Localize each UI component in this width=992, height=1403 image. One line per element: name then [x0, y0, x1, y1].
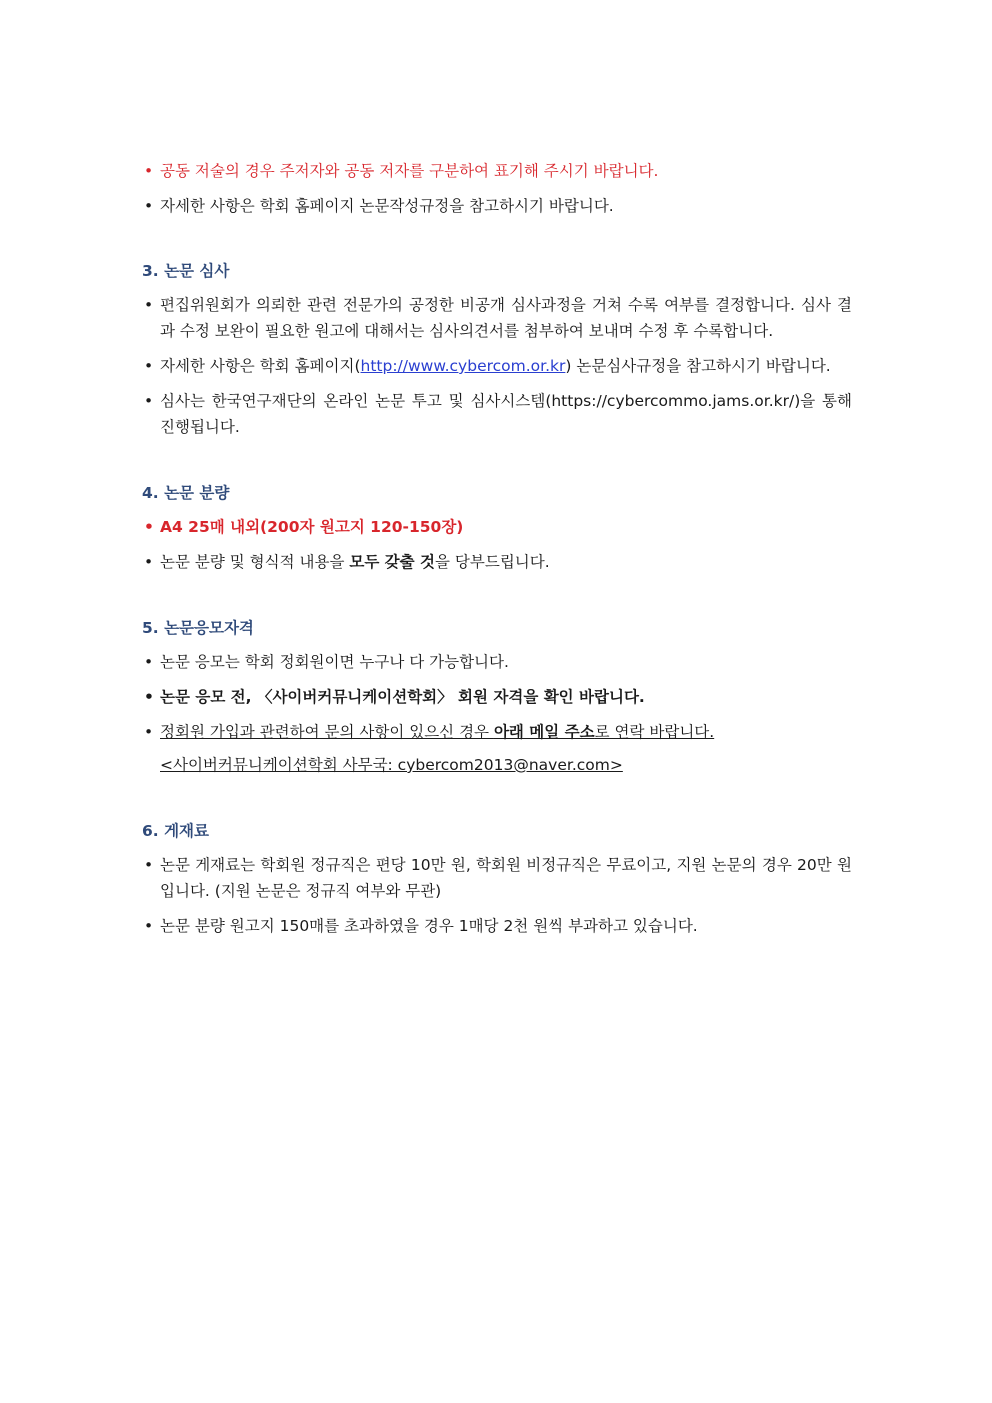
section-4-heading: 4. 논문 분량 — [142, 484, 230, 502]
format-request-item — [142, 549, 852, 575]
homepage-link[interactable]: http://www.cybercom.or.kr — [360, 357, 566, 375]
overlength-fee-item: • 논문 분량 원고지 150매를 초과하였을 경우 1매당 2천 원씩 부과하고 있습니다. — [142, 913, 852, 939]
section-3-heading: 3. 논문 심사 — [142, 262, 230, 280]
document-page — [142, 158, 852, 948]
format-rules-notice: • 자세한 사항은 학회 홈페이지 논문작성규정을 참고하시기 바랍니다. — [142, 193, 852, 219]
contact-text-post: 로 연락 바랍니다. — [594, 723, 715, 741]
format-request-pre: 논문 분량 및 형식적 내용을 — [160, 553, 350, 571]
coauthor-notice: • 공동 저술의 경우 주저자와 공동 저자를 구분하여 표기해 주시기 바랍니다. — [142, 158, 852, 184]
eligibility-item: • 논문 응모는 학회 정회원이면 누구나 다 가능합니다. — [142, 649, 852, 675]
format-request-bold: 모두 갖출 것 — [349, 553, 436, 571]
format-request-post: 을 당부드립니다. — [435, 553, 550, 571]
membership-check-item: • 논문 응모 전, 〈사이버커뮤니케이션학회〉 회원 자격을 확인 바랍니다. — [142, 684, 852, 710]
length-limit-item: • A4 25매 내외(200자 원고지 120-150장) — [142, 514, 852, 540]
fee-item: • 논문 게재료는 학회원 정규직은 편당 10만 원, 학회원 비정규직은 무료이고, 지원 논문의 경우 20만 원입니다. (지원 논문은 정규직 여부와 무관) — [142, 852, 852, 904]
section-6-heading: 6. 게재료 — [142, 822, 209, 840]
section-5-heading: 5. 논문응모자격 — [142, 619, 254, 637]
contact-text-pre: 정회원 가입과 관련하여 문의 사항이 있으신 경우 — [160, 723, 494, 741]
contact-item — [142, 719, 852, 745]
review-system-item: • 심사는 한국연구재단의 온라인 논문 투고 및 심사시스템(https://cybercommo.jams.or.kr/)을 통해 진행됩니다. — [142, 388, 852, 440]
contact-email-line[interactable]: <사이버커뮤니케이션학회 사무국: cybercom2013@naver.com> — [160, 756, 623, 774]
contact-text-bold: 아래 메일 주소 — [493, 723, 595, 741]
review-rules-item — [142, 353, 852, 379]
review-rules-text-post: ) 논문심사규정을 참고하시기 바랍니다. — [565, 357, 831, 375]
review-process-item: • 편집위원회가 의뢰한 관련 전문가의 공정한 비공개 심사과정을 거쳐 수록 여부를 결정합니다. 심사 결과 수정 보완이 필요한 원고에 대해서는 심사의견서를 첨부하여 보내며 수정 후 수록합니다. — [142, 292, 852, 344]
review-rules-text-pre: 자세한 사항은 학회 홈페이지( — [160, 357, 361, 375]
